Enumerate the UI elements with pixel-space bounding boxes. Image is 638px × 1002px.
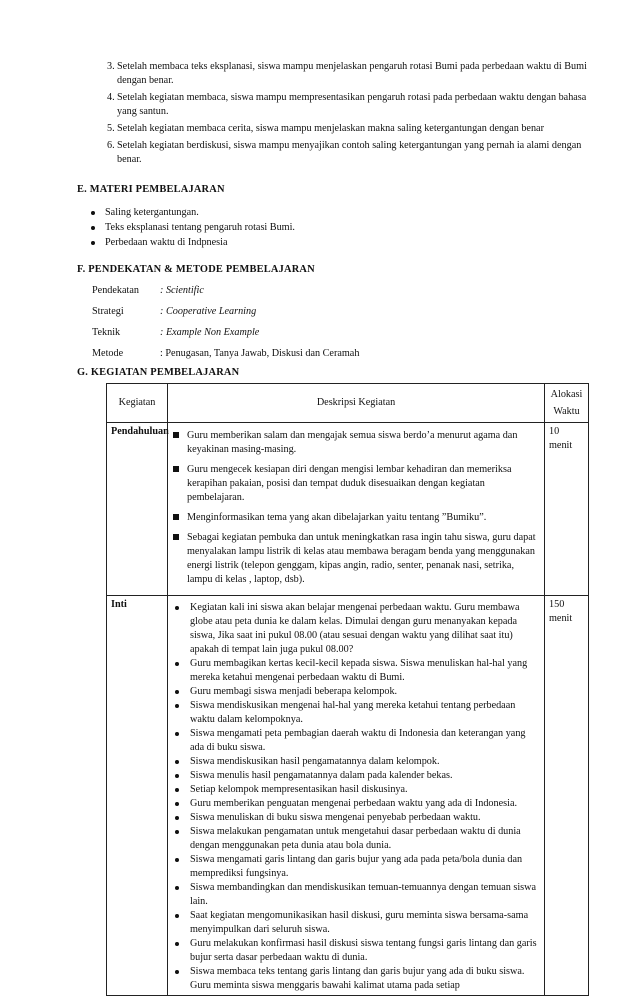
material-item-text: Teks eksplanasi tentang pengaruh rotasi Bumi.	[105, 221, 295, 233]
material-list	[91, 205, 295, 250]
goal-item	[107, 139, 593, 167]
strategy-row	[92, 301, 359, 322]
table-row-inti	[107, 596, 589, 996]
list-item	[172, 429, 540, 457]
table-row-pendahuluan	[107, 423, 589, 596]
square-bullet-icon	[173, 534, 179, 540]
list-item	[172, 797, 540, 811]
activity-text: Siswa mendiskusikan mengenai hal-hal yang mereka ketahui tentang perbedaan waktu dalam kelompoknya.	[190, 700, 516, 725]
technique-row	[92, 322, 359, 343]
bullet-icon	[175, 704, 179, 708]
bullet-icon	[175, 774, 179, 778]
activity-text: Kegiatan kali ini siswa akan belajar mengenai perbedaan waktu. Guru membawa globe atau peta dunia ke dalam kelas. Dimulai dengan guru menanyakan kepada siswa, Jika saat ini pukul 08.00 (atau sesuai dengan waktu yang dilihat saat itu) apakah di tempat lain juga pukul 08.00?	[190, 602, 520, 655]
approach-method-list	[92, 280, 359, 364]
bullet-icon	[175, 914, 179, 918]
learning-goals-list	[107, 60, 593, 170]
activity-text: Saat kegiatan mengomunikasikan hasil diskusi, guru meminta siswa bersama-sama menyimpulkan dari seluruh siswa.	[190, 910, 529, 935]
approach-value: : Scientific	[160, 284, 204, 296]
square-bullet-icon	[173, 432, 179, 438]
goal-item	[107, 122, 593, 136]
method-value: : Penugasan, Tanya Jawab, Diskusi dan Ceramah	[160, 347, 360, 359]
activity-text: Siswa membaca teks tentang garis lintang dan garis bujur yang ada di buku siswa. Guru meminta siswa menggaris bawahi kalimat utama pada setiap	[190, 966, 525, 991]
goal-number: 6.	[107, 140, 115, 151]
activity-text: Menginformasikan tema yang akan dibelajarkan yaitu tentang ”Bumiku”.	[187, 512, 487, 523]
bullet-icon	[175, 732, 179, 736]
table-header-row	[107, 384, 589, 423]
bullet-icon	[175, 788, 179, 792]
bullet-icon	[91, 226, 95, 230]
activity-text: Guru melakukan konfirmasi hasil diskusi siswa tentang fungsi garis lintang dan garis bujur serta dasar perbedaan waktu di dunia.	[190, 938, 537, 963]
header-deskripsi: Deskripsi Kegiatan	[168, 384, 545, 423]
goal-number: 5.	[107, 123, 115, 134]
list-item	[172, 657, 540, 685]
list-item	[172, 965, 540, 993]
goal-item	[107, 91, 593, 119]
activity-text: Siswa melakukan pengamatan untuk mengetahui dasar perbedaan waktu di dunia dengan menggunakan peta dunia atau bola dunia.	[190, 826, 521, 851]
pendahuluan-description	[168, 423, 545, 596]
phase-inti: Inti	[107, 596, 168, 996]
goal-text: Setelah membaca teks eksplanasi, siswa mampu menjelaskan pengaruh rotasi Bumi pada perbedaan waktu di Bumi dengan benar.	[117, 61, 587, 86]
list-item	[172, 727, 540, 755]
goal-item	[107, 60, 593, 88]
list-item	[172, 531, 540, 587]
method-row	[92, 343, 359, 364]
bullet-icon	[175, 886, 179, 890]
list-item	[91, 220, 295, 235]
activity-text: Siswa membandingkan dan mendiskusikan temuan-temuannya dengan temuan siswa lain.	[190, 882, 537, 907]
goal-text: Setelah kegiatan berdiskusi, siswa mampu menyajikan contoh saling ketergantungan yang pernah ia alami dengan benar.	[117, 140, 582, 165]
list-item	[172, 853, 540, 881]
activity-text: Guru mengecek kesiapan diri dengan mengisi lembar kehadiran dan memeriksa kerapihan pakaian, posisi dan tempat duduk disesuaikan dengan kegiatan pembelajaran.	[187, 464, 512, 503]
activity-text: Siswa mengamati peta pembagian daerah waktu di Indonesia dan keterangan yang ada di buku siswa.	[190, 728, 526, 753]
phase-pendahuluan: Pendahuluan	[107, 423, 168, 596]
activity-text: Setiap kelompok mempresentasikan hasil diskusinya.	[190, 784, 408, 795]
list-item	[172, 769, 540, 783]
list-item	[172, 937, 540, 965]
activities-table	[106, 383, 589, 996]
list-item	[172, 825, 540, 853]
list-item	[172, 601, 540, 657]
technique-value: : Example Non Example	[160, 326, 260, 338]
activity-text: Siswa mendiskusikan hasil pengamatannya dalam kelompok.	[190, 756, 440, 767]
method-label: Metode	[92, 347, 124, 359]
bullet-icon	[175, 816, 179, 820]
approach-label: Pendekatan	[92, 284, 139, 296]
goal-text: Setelah kegiatan membaca, siswa mampu mempresentasikan pengaruh rotasi pada perbedaan waktu dengan bahasa yang santun.	[117, 92, 587, 117]
header-kegiatan: Kegiatan	[107, 384, 168, 423]
bullet-icon	[175, 760, 179, 764]
bullet-icon	[175, 830, 179, 834]
list-item	[172, 685, 540, 699]
list-item	[91, 205, 295, 220]
list-item	[172, 463, 540, 505]
bullet-icon	[175, 858, 179, 862]
square-bullet-icon	[173, 466, 179, 472]
bullet-icon	[175, 802, 179, 806]
goal-number: 3.	[107, 61, 115, 72]
bullet-icon	[175, 970, 179, 974]
bullet-icon	[175, 662, 179, 666]
material-item-text: Saling ketergantungan.	[105, 206, 199, 218]
list-item	[172, 811, 540, 825]
time-inti: 150 menit	[545, 596, 589, 996]
strategy-label: Strategi	[92, 305, 124, 317]
header-alokasi: Alokasi Waktu	[545, 384, 589, 423]
list-item	[172, 909, 540, 937]
section-f-heading: F. PENDEKATAN & METODE PEMBELAJARAN	[77, 264, 315, 275]
technique-label: Teknik	[92, 326, 121, 338]
activity-text: Siswa menulis hasil pengamatannya dalam pada kalender bekas.	[190, 770, 453, 781]
inti-description	[168, 596, 545, 996]
bullet-icon	[175, 606, 179, 610]
list-item	[91, 235, 295, 250]
bullet-icon	[175, 942, 179, 946]
list-item	[172, 783, 540, 797]
activity-text: Siswa mengamati garis lintang dan garis bujur yang ada pada peta/bola dunia dan memprediksi fungsinya.	[190, 854, 523, 879]
goal-number: 4.	[107, 92, 115, 103]
list-item	[172, 881, 540, 909]
time-pendahuluan: 10 menit	[545, 423, 589, 596]
bullet-icon	[91, 211, 95, 215]
section-g-heading: G. KEGIATAN PEMBELAJARAN	[77, 367, 240, 378]
square-bullet-icon	[173, 514, 179, 520]
list-item	[172, 755, 540, 769]
activity-text: Sebagai kegiatan pembuka dan untuk meningkatkan rasa ingin tahu siswa, guru dapat menyalakan lampu listrik di kelas atau membawa beragam benda yang menggunakan energi listrik (telepon genggam, kipas angin, radio, senter, penanak nasi, setrika, lampu di kelas , laptop, dsb).	[187, 532, 536, 585]
material-item-text: Perbedaan waktu di Indpnesia	[105, 236, 228, 248]
list-item	[172, 699, 540, 727]
goal-text: Setelah kegiatan membaca cerita, siswa mampu menjelaskan makna saling ketergantungan dengan benar	[117, 123, 544, 134]
activity-text: Guru memberikan penguatan mengenai perbedaan waktu yang ada di Indonesia.	[190, 798, 518, 809]
list-item	[172, 511, 540, 525]
activity-text: Guru membagi siswa menjadi beberapa kelompok.	[190, 686, 398, 697]
approach-row	[92, 280, 359, 301]
activity-text: Guru memberikan salam dan mengajak semua siswa berdo’a menurut agama dan keyakinan masing-masing.	[187, 430, 518, 455]
activity-text: Siswa menuliskan di buku siswa mengenai penyebab perbedaan waktu.	[190, 812, 481, 823]
activity-text: Guru membagikan kertas kecil-kecil kepada siswa. Siswa menuliskan hal-hal yang mereka ketahui mengenai perbedaan waktu di Bumi.	[190, 658, 528, 683]
section-e-heading: E. MATERI PEMBELAJARAN	[77, 184, 225, 195]
bullet-icon	[175, 690, 179, 694]
strategy-value: : Cooperative Learning	[160, 305, 257, 317]
bullet-icon	[91, 241, 95, 245]
